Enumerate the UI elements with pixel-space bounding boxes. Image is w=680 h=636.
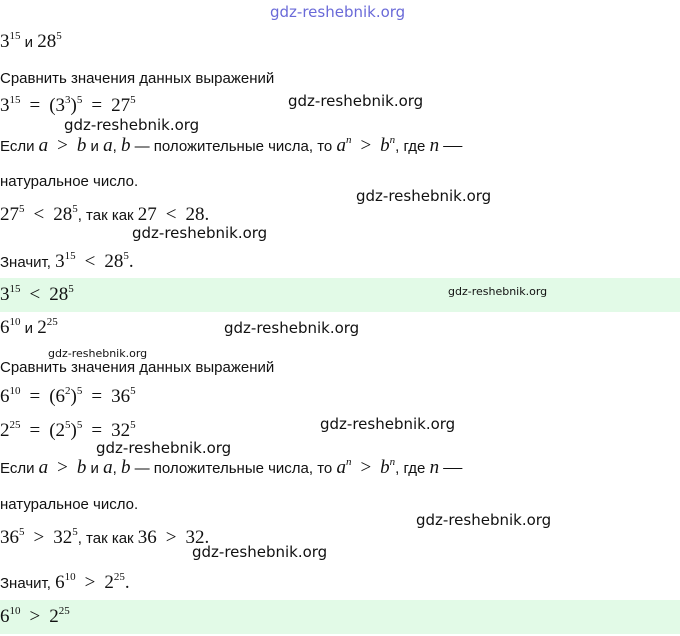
watermark: gdz-reshebnik.org: [96, 439, 232, 457]
conclusion-2: Значит, $6^{10} > 2^{25}$.: [0, 571, 130, 593]
watermark: gdz-reshebnik.org: [192, 543, 328, 561]
rule-text-1-cont: натуральное число.: [0, 173, 139, 190]
compare-heading-1: Сравнить значения данных выражений: [0, 70, 275, 87]
watermark: gdz-reshebnik.org: [288, 92, 424, 110]
rule-text-2-cont: натуральное число.: [0, 496, 139, 513]
watermark: gdz-reshebnik.org: [416, 511, 552, 529]
answer-highlight-2: [0, 600, 680, 634]
answer-2: $6^{10} > 2^{25}$: [0, 605, 70, 627]
equation-3: $2^{25} = (2^5)^5 = 32^5$: [0, 419, 136, 441]
watermark: gdz-reshebnik.org: [132, 224, 268, 242]
watermark: gdz-reshebnik.org: [448, 285, 548, 298]
rule-text-1: Если a > b и a, b — положительные числа, то $a^n > b^n$, где n —: [0, 134, 463, 156]
equation-2: $6^{10} = (6^2)^5 = 36^5$: [0, 385, 136, 407]
conclusion-1: Значит, $3^{15} < 28^5$.: [0, 250, 134, 272]
watermark: gdz-reshebnik.org: [356, 187, 492, 205]
equation-1: $3^{15} = (3^3)^5 = 27^5$: [0, 94, 136, 116]
watermark: gdz-reshebnik.org: [64, 116, 200, 134]
watermark: gdz-reshebnik.org: [320, 415, 456, 433]
answer-1: $3^{15} < 28^5$: [0, 283, 74, 305]
comparison-2: $36^5 > 32^5$, так как 36 > 32.: [0, 526, 210, 548]
answer-highlight-1: [0, 278, 680, 312]
watermark: gdz-reshebnik.org: [48, 347, 148, 360]
compare-heading-2: Сравнить значения данных выражений: [0, 359, 275, 376]
comparison-1: $27^5 < 28^5$, так как 27 < 28.: [0, 203, 210, 225]
task-expression-2: $6^{10}$ и $2^{25}$: [0, 316, 58, 338]
watermark-top: gdz-reshebnik.org: [270, 3, 406, 21]
rule-text-2: Если a > b и a, b — положительные числа, то $a^n > b^n$, где n —: [0, 456, 463, 478]
watermark: gdz-reshebnik.org: [224, 319, 360, 337]
task-expression-1: $3^{15}$ и $28^5$: [0, 30, 62, 52]
